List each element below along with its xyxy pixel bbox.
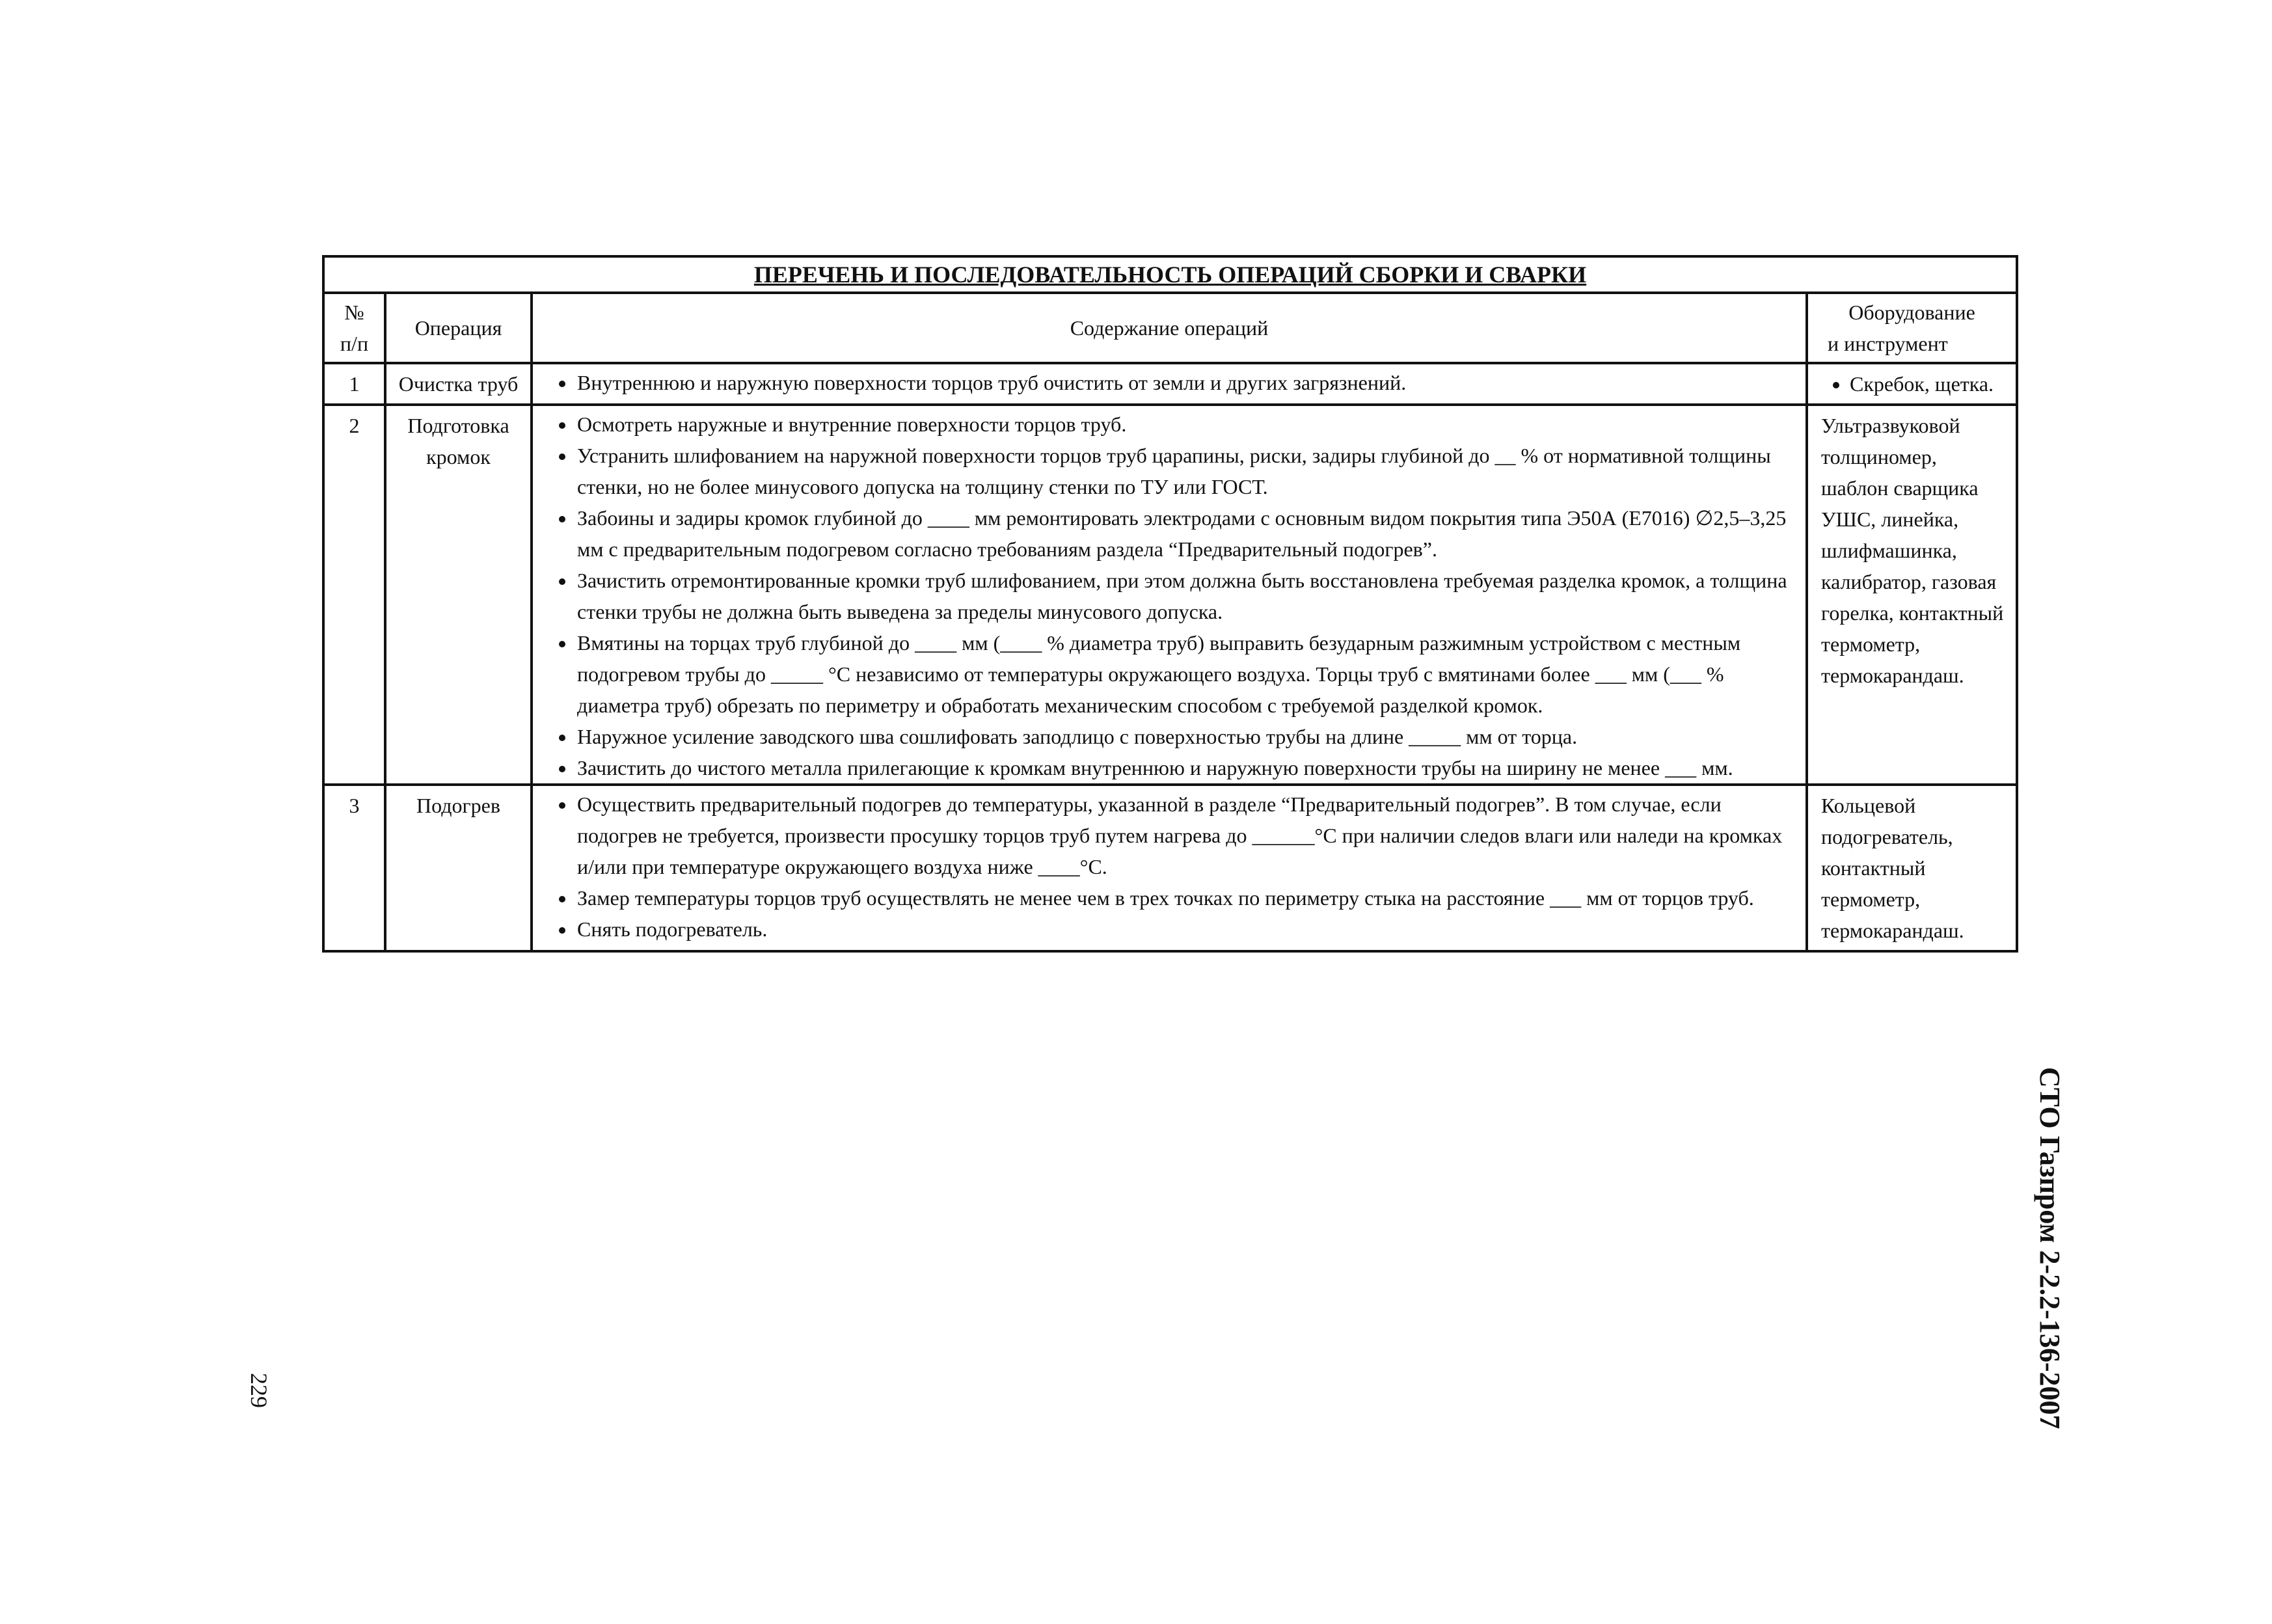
operation-item: • Внутреннюю и наружную поверхности торцов труб очистить от земли и других загрязнений. — [576, 367, 1794, 398]
row-equipment — [1807, 363, 2017, 405]
operations-table — [322, 255, 2018, 953]
header-operation: Операция — [385, 293, 532, 363]
table-title-row — [323, 256, 2017, 293]
operation-list — [545, 786, 1794, 945]
row-equipment: Ультразвуковой толщиномер, шаблон сварщика УШС, линейка, шлифмашинка, калибратор, газовая горелка, контактный термометр, термокарандаш. — [1807, 405, 2017, 785]
row-number: 2 — [323, 405, 385, 785]
page-number: 229 — [246, 1373, 272, 1408]
header-equipment-line1: Оборудование — [1848, 301, 1975, 324]
table-row — [323, 363, 2017, 405]
header-num-line2: п/п — [340, 332, 369, 355]
equipment-list — [1821, 368, 2004, 399]
operation-item: • Устранить шлифованием на наружной поверхности торцов труб царапины, риски, задиры глубиной до __ % от нормативной толщины стенки, но не более минусового допуска на толщину стенки по ТУ или ГОСТ. — [576, 440, 1794, 502]
header-num-line1: № — [344, 301, 364, 324]
row-operation: Подготовка кромок — [385, 405, 532, 785]
row-number: 1 — [323, 363, 385, 405]
header-num — [323, 293, 385, 363]
row-operation: Подогрев — [385, 785, 532, 951]
header-content: Содержание операций — [532, 293, 1807, 363]
operation-list — [545, 406, 1794, 783]
table-title: ПЕРЕЧЕНЬ И ПОСЛЕДОВАТЕЛЬНОСТЬ ОПЕРАЦИЙ СБОРКИ И СВАРКИ — [323, 256, 2017, 293]
operation-item: • Снять подогреватель. — [576, 914, 1794, 945]
document-code: СТО Газпром 2-2.2-136-2007 — [2034, 1067, 2066, 1429]
operation-item: • Зачистить отремонтированные кромки труб шлифованием, при этом должна быть восстановлена требуемая разделка кромок, а толщина стенки трубы не должна быть выведена за пределы минусового допуска. — [576, 565, 1794, 627]
operation-list — [545, 364, 1794, 398]
operation-item: • Осуществить предварительный подогрев до температуры, указанной в разделе “Предварительный подогрев”. В том случае, если подогрев не требуется, произвести просушку торцов труб путем нагрева до ______°С при наличии следов влаги или наледи на кромках и/или при температуре окружающего воздуха ниже ____°С. — [576, 789, 1794, 882]
operation-item: • Вмятины на торцах труб глубиной до ____ мм (____ % диаметра труб) выправить безударным разжимным устройством с местным подогревом трубы до _____ °С независимо от температуры окружающего воздуха. Торцы труб с вмятинами более ___ мм (___ % диаметра труб) обрезать по периметру и обработать механическим способом с требуемой разделкой кромок. — [576, 627, 1794, 721]
operation-item: • Зачистить до чистого металла прилегающие к кромкам внутреннюю и наружную поверхности трубы на ширину не менее ___ мм. — [576, 752, 1794, 783]
row-number: 3 — [323, 785, 385, 951]
header-equipment — [1807, 293, 2017, 363]
row-content — [532, 405, 1807, 785]
operation-item: • Замер температуры торцов труб осуществлять не менее чем в трех точках по периметру стыка на расстояние ___ мм от торцов труб. — [576, 882, 1794, 914]
operation-item: • Забоины и задиры кромок глубиной до ____ мм ремонтировать электродами с основным видом покрытия типа Э50А (Е7016) ∅2,5–3,25 мм с предварительным подогревом согласно требованиям раздела “Предварительный подогрев”. — [576, 502, 1794, 565]
equipment-item: • Скребок, щетка. — [1850, 368, 2004, 399]
header-row — [323, 293, 2017, 363]
operation-item: • Наружное усиление заводского шва сошлифовать заподлицо с поверхностью трубы на длине _____ мм от торца. — [576, 721, 1794, 752]
table-row — [323, 405, 2017, 785]
row-operation: Очистка труб — [385, 363, 532, 405]
operation-item: • Осмотреть наружные и внутренние поверхности торцов труб. — [576, 409, 1794, 440]
row-content — [532, 785, 1807, 951]
row-equipment: Кольцевой подогреватель, контактный термометр, термокарандаш. — [1807, 785, 2017, 951]
row-content — [532, 363, 1807, 405]
table-row — [323, 785, 2017, 951]
header-equipment-line2: и инструмент — [1828, 332, 1948, 355]
